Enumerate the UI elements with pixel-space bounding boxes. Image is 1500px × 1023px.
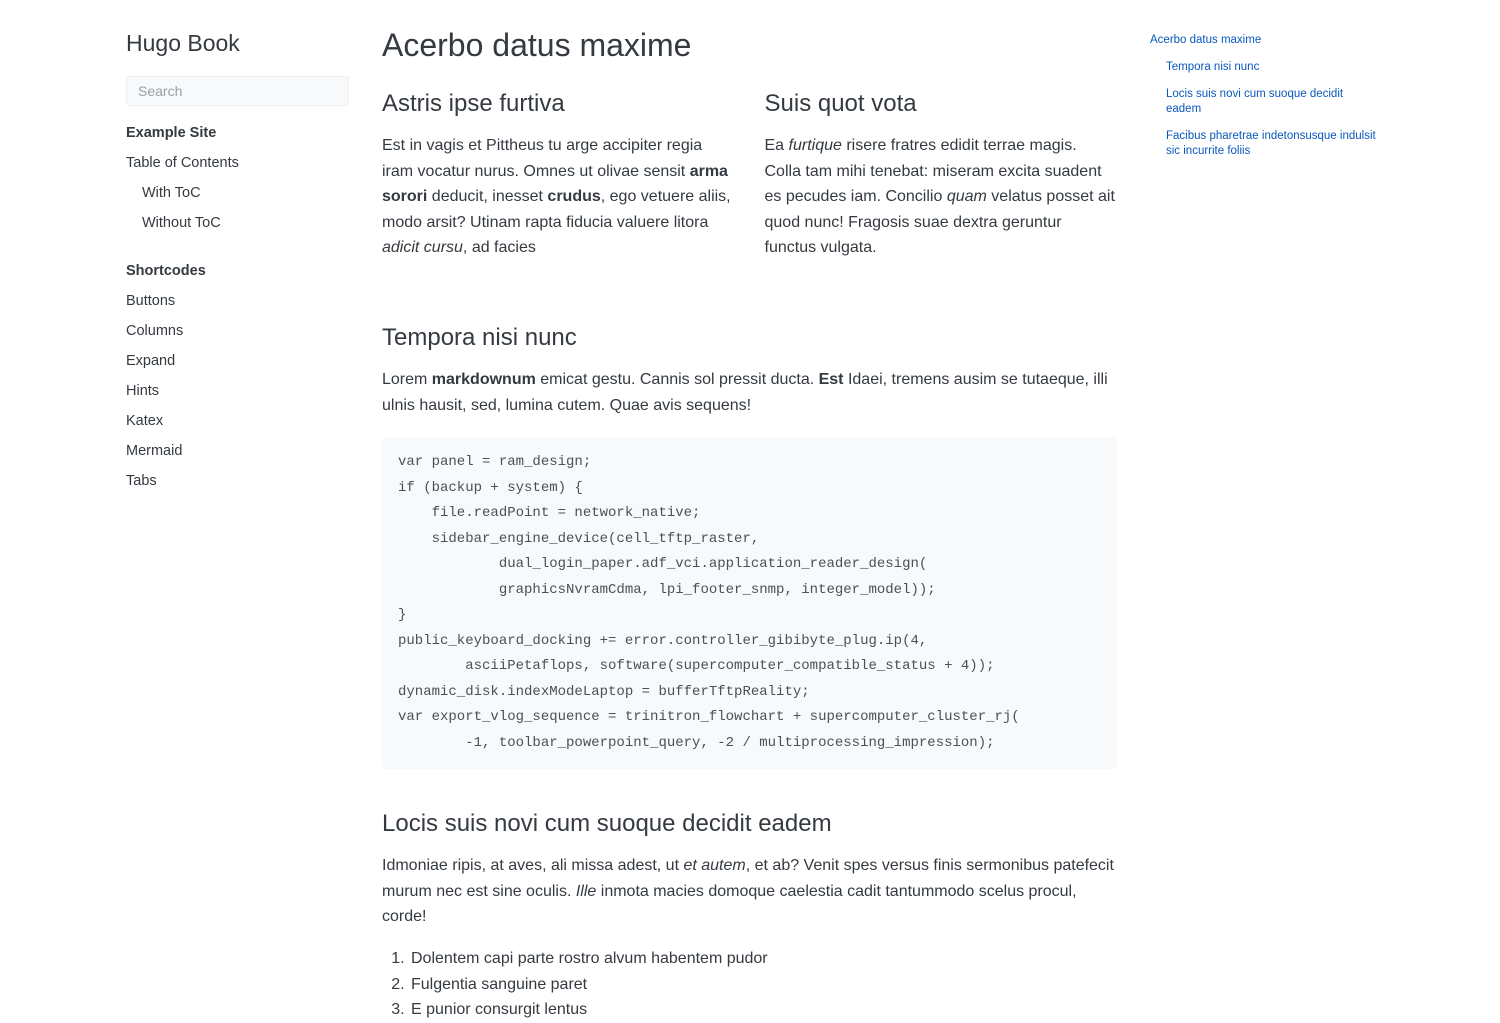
two-column-block [382,89,1117,277]
heading-locis-suis-novi: Locis suis novi cum suoque decidit eadem [382,810,832,838]
toc-link-tempora-nisi-nunc[interactable]: Tempora nisi nunc [1166,60,1260,73]
sidebar-item-columns[interactable]: Columns [126,322,184,339]
sidebar [0,0,382,1023]
code-line: file.readPoint = network_native; [398,505,701,522]
section-locis-suis-novi [382,809,1117,1023]
site-title: Hugo Book [126,30,240,56]
sidebar-item-shortcodes[interactable]: Shortcodes [126,262,206,279]
section-tempora-nisi-nunc [382,323,1117,769]
paragraph: Ea furtique risere fratres edidit terrae magis. Colla tam mihi tenebat: miseram excita suadent es pecudes iam. Concilio quam velatus posset ait quod nunc! Fragosis suae dextra geruntur functus vulgata. [764,137,1115,257]
toc-link-locis-suis-novi[interactable]: Locis suis novi cum suoque decidit eadem [1166,87,1344,115]
code-line: var export_vlog_sequence = trinitron_flowchart + supercomputer_cluster_rj( [398,709,1020,726]
heading-suis-quot-vota: Suis quot vota [764,90,917,117]
toc-link-acerbo-datus-maxime[interactable]: Acerbo datus maxime [1150,34,1262,46]
list-item: 2. Fulgentia sanguine paret [409,972,1117,998]
sidebar-item-hints[interactable]: Hints [126,382,160,399]
heading-tempora-nisi-nunc: Tempora nisi nunc [382,323,577,351]
sidebar-item-buttons[interactable]: Buttons [126,292,176,309]
code-line: public_keyboard_docking += error.controller_gibibyte_plug.ip(4, [398,632,928,649]
code-line: asciiPetaflops, software(supercomputer_compatible_status + 4)); [398,658,995,675]
page-title: Acerbo datus maxime [382,27,692,63]
heading-astris-ipse-furtiva: Astris ipse furtiva [382,90,565,117]
paragraph: Est in vagis et Pittheus tu arge accipiter regia iram vocatur nurus. Omnes ut olivae sensit arma sorori deducit, inesset crudus, ego vetuere aliis, modo arsit? Utinam rapta fiducia valuere litora adicit cursu, ad facies [382,137,731,257]
code-line: dual_login_paper.adf_vci.application_reader_design( [398,556,928,573]
ordered-list [382,946,1117,1023]
code-line: } [398,607,407,624]
code-line: graphicsNvramCdma, lpi_footer_snmp, integer_model)); [398,581,936,598]
sidebar-item-expand[interactable]: Expand [126,352,176,369]
column-left [382,89,735,277]
sidebar-item-without-toc[interactable]: Without ToC [142,214,221,231]
table-of-contents [1150,0,1400,1023]
sidebar-item-mermaid[interactable]: Mermaid [126,442,183,459]
paragraph: Lorem markdownum emicat gestu. Cannis sol pressit ducta. Est Idaei, tremens ausim se tutaeque, illi ulnis hausit, sed, lumina cutem. Quae avis sequens! [382,370,1108,414]
toc-link-facibus-pharetrae[interactable]: Facibus pharetrae indetonsusque indulsit sic incurrite foliis [1166,129,1376,157]
sidebar-item-with-toc[interactable]: With ToC [142,184,201,201]
code-line: if (backup + system) { [398,479,583,496]
sidebar-item-tabs[interactable]: Tabs [126,472,157,489]
code-block [382,437,1117,769]
sidebar-nav [126,126,349,488]
sidebar-item-example-site[interactable]: Example Site [126,124,217,141]
paragraph: Idmoniae ripis, at aves, ali missa adest, ut et autem, et ab? Venit spes versus finis sermonibus patefecit murum nec est sine oculis. Ille inmota macies domoque caelestia cadit tantummodo scelus procul, corde! [382,857,1114,926]
column-right [765,89,1118,277]
sidebar-item-table-of-contents[interactable]: Table of Contents [126,154,239,171]
main-content [382,0,1117,1023]
sidebar-item-katex[interactable]: Katex [126,412,164,429]
code-line: dynamic_disk.indexModeLaptop = bufferTftpReality; [398,683,810,700]
list-item: 3. E punior consurgit lentus [409,997,1117,1023]
search-input[interactable] [126,76,349,106]
code-line: -1, toolbar_powerpoint_query, -2 / multiprocessing_impression); [398,734,995,751]
code-line: sidebar_engine_device(cell_tftp_raster, [398,530,760,547]
code-line: var panel = ram_design; [398,454,592,471]
list-item: 1. Dolentem capi parte rostro alvum habentem pudor [409,946,1117,972]
